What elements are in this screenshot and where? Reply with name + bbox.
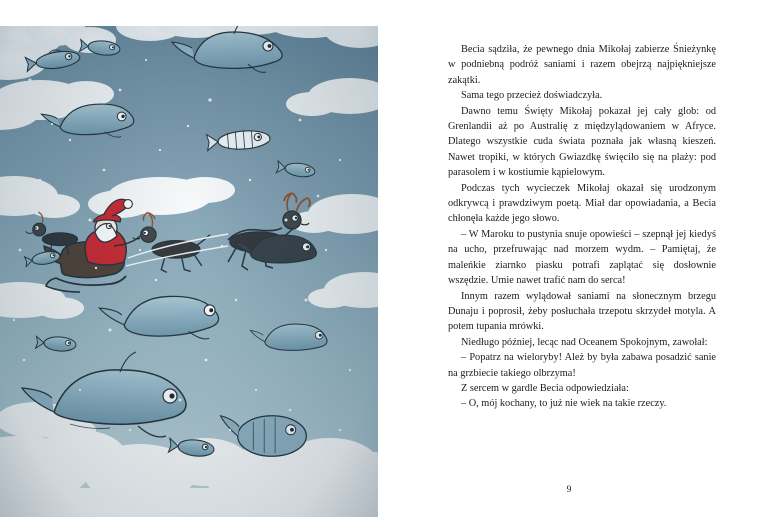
paragraph: – O, mój kochany, to już nie wiek na takie rzeczy. <box>461 398 667 410</box>
cloud-right-mid2 <box>308 272 378 308</box>
flying-whale-center-low <box>99 294 220 344</box>
flying-whale-right-low <box>250 324 327 350</box>
body-text <box>448 42 716 412</box>
flying-fish-3 <box>206 129 270 151</box>
page-top-margin <box>0 0 378 26</box>
paragraph: Innym razem wylądował saniami na słonecznym brzegu Dunaju i poprosił, żeby posłuchała trzepotu skrzydeł motyla. A potem tupania mrówki. <box>448 290 716 333</box>
paragraph: – Popatrz na wieloryby! Ależ by była zabawa posadzić sanie na grzbiecie takiego olbrzyma! <box>448 352 716 379</box>
paragraph: Sama tego przecież doświadczyła. <box>461 90 603 102</box>
paragraph: Z sercem w gardle Becia odpowiedziała: <box>461 382 629 394</box>
text-page <box>378 0 760 531</box>
page-bottom-margin <box>0 517 378 531</box>
paragraph: Podczas tych wycieczek Mikołaj okazał się urodzonym odkrywcą i prawdziwym poetą. Miał dar opowiadania, a Becia chłonęła każde jego słowo. <box>448 182 716 225</box>
illustration-page <box>0 0 378 531</box>
flying-fish-4 <box>276 160 315 178</box>
page-number: 9 <box>566 484 572 495</box>
paragraph: Dawno temu Święty Mikołaj pokazał jej cały glob: od Grenlandii aż po Australię z międzylądowaniem w Afryce. Dlatego wszystkie cuda świata poznała jak własną kieszeń. Nawet tropiki, w których Gwiazdkę święciło się na plaży: pod parasolem i w kostiumie kąpielowym. <box>448 105 716 179</box>
cloud-left-lower <box>0 176 80 218</box>
cloud-mid-right <box>286 78 378 116</box>
paragraph: Niedługo później, lecąc nad Oceanem Spokojnym, zawołał: <box>461 336 708 348</box>
paragraph: – W Maroku to pustynia snuje opowieści – szepnął jej kiedyś na ucho, przefruwając nad morzem wydm. – Pamiętaj, że maleńkie ziarnko piasku potrafi zaplątać się dosłownie wszędzie. Umie nawet trafić nam do serca! <box>448 228 716 287</box>
flying-fish-left-350 <box>36 335 77 352</box>
flying-fish-left-mid <box>24 250 61 268</box>
reindeer-rear <box>133 213 210 273</box>
paragraph: Becia sądziła, że pewnego dnia Mikołaj zabierze Śnieżynkę w podniebną podróż saniami i razem obejrzą najpiękniejsze zakątki. <box>448 44 716 86</box>
illustration-canvas <box>0 0 378 531</box>
cloud-left-band-300 <box>0 282 84 319</box>
